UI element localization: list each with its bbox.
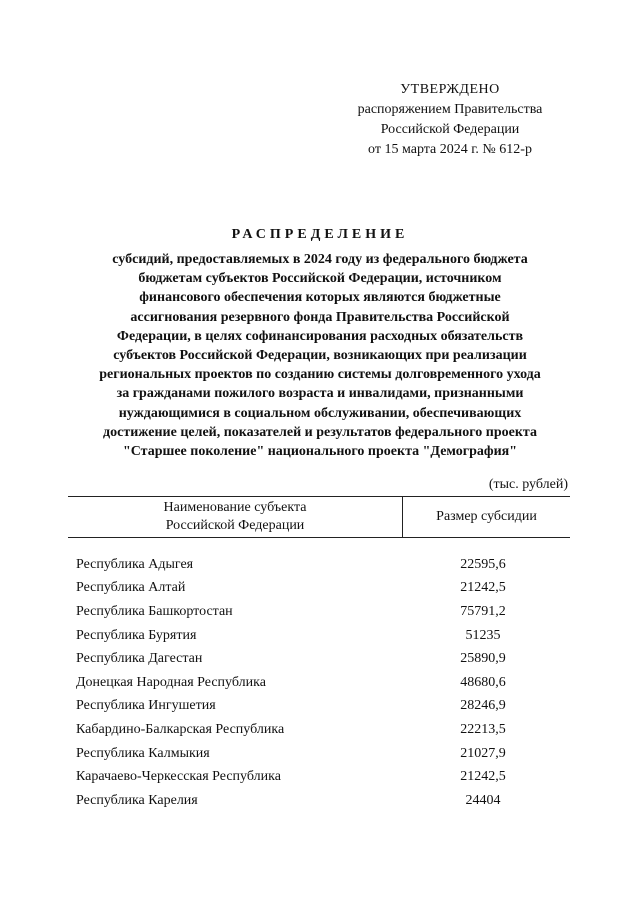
- row-subject: Республика Карелия: [76, 792, 198, 808]
- subtitle-line: ассигнования резервного фонда Правительства Российской: [130, 309, 510, 325]
- row-amount: 48680,6: [460, 674, 506, 690]
- subtitle-line: "Старшее поколение" национального проекта "Демография": [122, 444, 518, 460]
- table-row: [68, 600, 570, 624]
- row-amount: 51235: [465, 627, 501, 643]
- header-amount: Размер субсидии: [436, 509, 537, 524]
- row-amount: 22213,5: [460, 721, 506, 737]
- subtitle-line: бюджетам субъектов Российской Федерации, источником: [138, 271, 502, 287]
- row-subject: Донецкая Народная Республика: [76, 674, 266, 690]
- document-subtitle: [70, 250, 570, 461]
- table-header: [68, 496, 570, 538]
- approval-title: УТВЕРЖДЕНО: [400, 82, 500, 97]
- subtitle-line: субсидий, предоставляемых в 2024 году из федерального бюджета: [112, 252, 528, 267]
- row-subject: Республика Дагестан: [76, 651, 203, 667]
- row-subject: Республика Бурятия: [76, 627, 197, 643]
- row-subject: Республика Алтай: [76, 580, 186, 596]
- subtitle-line: Федерации, в целях софинансирования расходных обязательств: [116, 328, 524, 344]
- row-amount: 21242,5: [460, 580, 506, 596]
- row-amount: 75791,2: [460, 603, 506, 619]
- row-amount: 21242,5: [460, 769, 506, 785]
- table-row: [68, 742, 570, 766]
- subtitle-line: достижение целей, показателей и результатов федерального проекта: [103, 424, 537, 440]
- row-subject: Республика Ингушетия: [76, 698, 216, 714]
- row-subject: Карачаево-Черкесская Республика: [76, 769, 281, 785]
- approval-line-3: от 15 марта 2024 г. № 612-р: [368, 142, 532, 157]
- table-row: [68, 624, 570, 648]
- approval-block: [340, 80, 560, 160]
- table-row: [68, 695, 570, 719]
- row-subject: Республика Башкортостан: [76, 603, 233, 619]
- row-subject: Кабардино-Балкарская Республика: [76, 721, 285, 737]
- row-amount: 22595,6: [460, 556, 506, 572]
- row-amount: 21027,9: [460, 745, 506, 761]
- subsidy-table: [68, 496, 570, 813]
- table-row: [68, 789, 570, 813]
- approval-line-1: распоряжением Правительства: [357, 102, 543, 117]
- table-row: [68, 647, 570, 671]
- row-subject: Республика Адыгея: [76, 556, 194, 572]
- subtitle-line: финансового обеспечения которых являются бюджетные: [139, 290, 501, 306]
- row-subject: Республика Калмыкия: [76, 745, 210, 761]
- subtitle-line: за гражданами пожилого возраста и инвалидами, признанными: [116, 386, 524, 402]
- unit-label: (тыс. рублей): [488, 477, 568, 492]
- header-subject: [68, 497, 403, 537]
- row-amount: 25890,9: [460, 651, 506, 667]
- approval-line-2: Российской Федерации: [380, 122, 520, 137]
- header-subject-line-2: Российской Федерации: [165, 518, 305, 533]
- table-row: [68, 718, 570, 742]
- table-row: [68, 553, 570, 577]
- row-amount: 24404: [465, 792, 501, 808]
- table-row: [68, 765, 570, 789]
- subtitle-line: региональных проектов по созданию системы долговременного ухода: [99, 367, 541, 383]
- subtitle-line: субъектов Российской Федерации, возникающих при реализации: [113, 348, 527, 364]
- table-row: [68, 671, 570, 695]
- document-title: РАСПРЕДЕЛЕНИЕ: [231, 227, 409, 242]
- table-body: [68, 553, 570, 813]
- header-subject-line-1: Наименование субъекта: [163, 500, 307, 515]
- row-amount: 28246,9: [460, 698, 506, 714]
- subtitle-line: нуждающимися в социальном обслуживании, обеспечивающих: [118, 405, 522, 421]
- table-row: [68, 577, 570, 601]
